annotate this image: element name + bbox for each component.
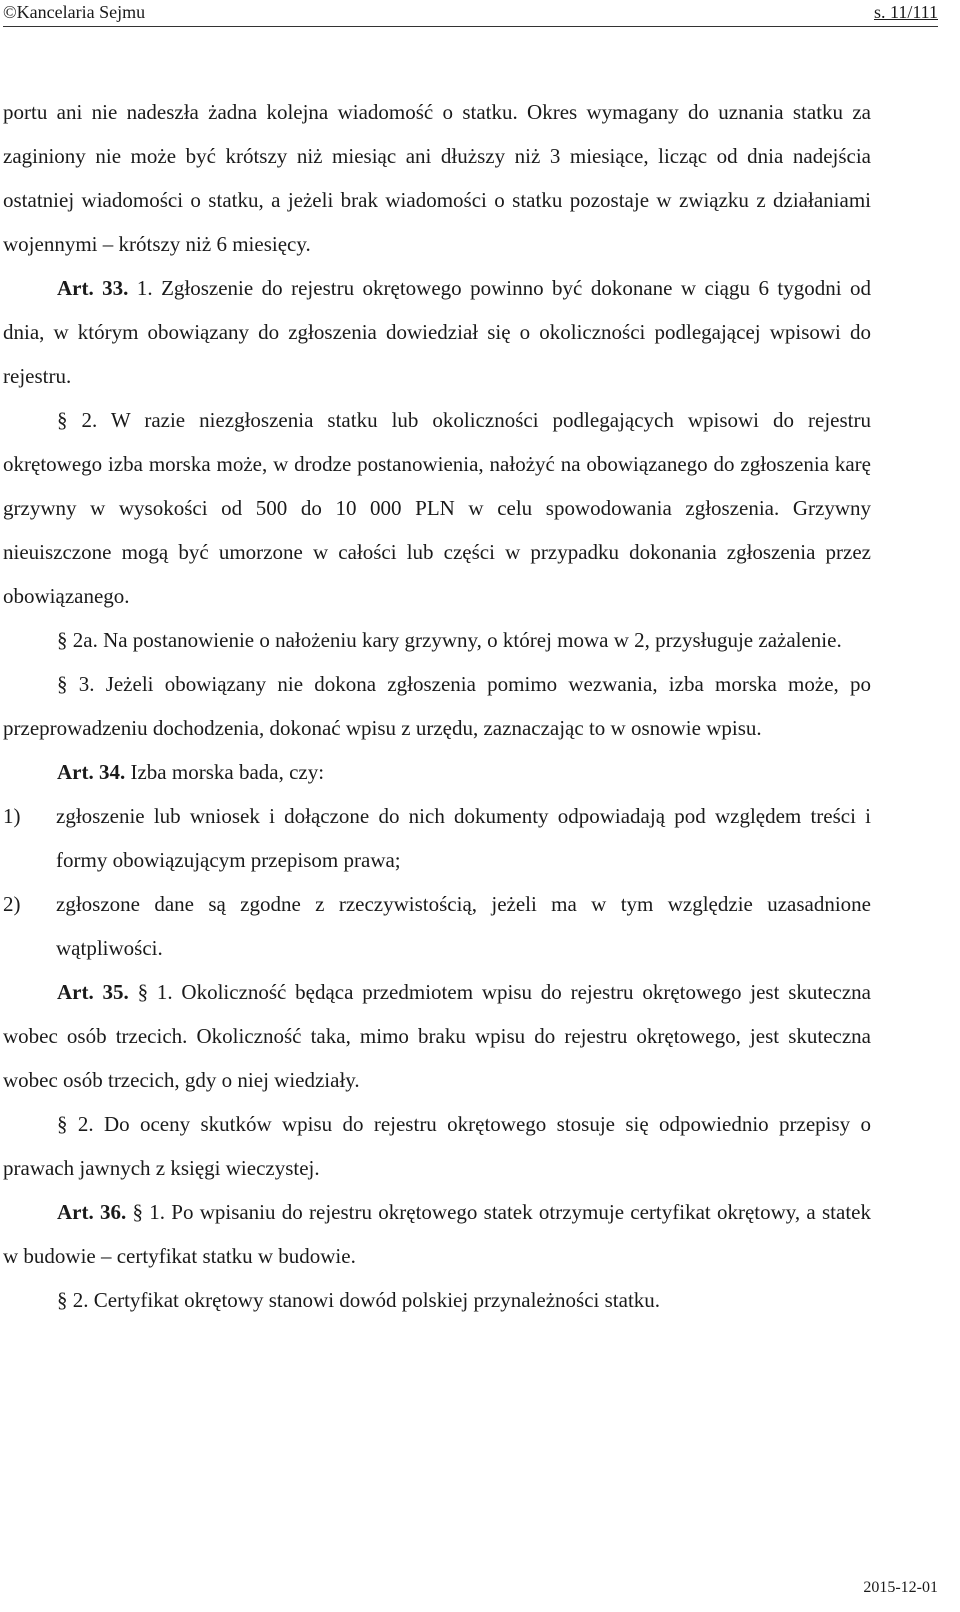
list-item xyxy=(3,882,871,970)
page-header xyxy=(3,0,938,27)
article-33-section-2a-text: 2a. Na postanowienie o nałożeniu kary grzywny, o której mowa w 2, przysługuje zażalenie. xyxy=(67,628,842,652)
section-symbol-icon: § xyxy=(57,672,68,696)
article-34-intro-text: Izba morska bada, czy: xyxy=(125,760,325,784)
article-33-section-2a xyxy=(3,618,871,662)
article-33-section-1 xyxy=(3,266,871,398)
section-symbol-icon: § xyxy=(57,1112,68,1136)
article-34-intro xyxy=(3,750,871,794)
list-item xyxy=(3,794,871,882)
document-body xyxy=(3,90,871,1322)
article-36-section-1-text: 1. Po wpisaniu do rejestru okrętowego statek otrzymuje certyfikat okrętowy, a statek w budowie – certyfikat statku w budowie. xyxy=(3,1200,871,1268)
article-35-section-1-text: 1. Okoliczność będąca przedmiotem wpisu do rejestru okrętowego jest skuteczna wobec osób trzecich. Okoliczność taka, mimo braku wpisu do rejestru okrętowego, jest skuteczna wobec osób trzecich, gdy o niej wiedziały. xyxy=(3,980,872,1092)
article-35-label: Art. 35. xyxy=(57,980,129,1004)
article-35-section-2 xyxy=(3,1102,871,1190)
article-33-section-3-text: 3. Jeżeli obowiązany nie dokona zgłoszenia pomimo wezwania, izba morska może, po przeprowadzeniu dochodzenia, dokonać wpisu z urzędu, zaznaczając to w osnowie wpisu. xyxy=(3,672,871,740)
section-symbol-icon: § xyxy=(57,1288,68,1312)
list-item-text: zgłoszone dane są zgodne z rzeczywistością, jeżeli ma w tym względzie uzasadnione wątpliwości. xyxy=(56,892,871,960)
article-34-label: Art. 34. xyxy=(57,760,126,784)
section-symbol-icon: § xyxy=(57,628,68,652)
article-33-section-2 xyxy=(3,398,871,618)
section-symbol-icon: § xyxy=(128,980,149,1004)
article-33-label: Art. 33. xyxy=(57,276,129,300)
page-number-link[interactable]: s. 11/111 xyxy=(873,2,938,22)
list-item-number: 1) xyxy=(3,804,21,828)
article-33-section-2-text: 2. W razie niezgłoszenia statku lub okoliczności podlegających wpisowi do rejestru okrętowego izba morska może, w drodze postanowienia, nałożyć na obowiązanego do zgłoszenia karę grzywny w wysokości od 500 do 10 000 PLN w celu spowodowania zgłoszenia. Grzywny nieuiszczone mogą być umorzone w całości lub części w przypadku dokonania zgłoszenia przez obowiązanego. xyxy=(3,408,871,608)
article-36-section-1 xyxy=(3,1190,871,1278)
article-36-section-2-text: 2. Certyfikat okrętowy stanowi dowód polskiej przynależności statku. xyxy=(67,1288,661,1312)
section-symbol-icon: § xyxy=(57,408,68,432)
article-33-section-1-text: 1. Zgłoszenie do rejestru okrętowego powinno być dokonane w ciągu 6 tygodni od dnia, w którym obowiązany do zgłoszenia dowiedział się o okoliczności podlegającej wpisowi do rejestru. xyxy=(3,276,871,388)
footer-date: 2015-12-01 xyxy=(863,1579,938,1596)
article-33-section-3 xyxy=(3,662,871,750)
header-source: ©Kancelaria Sejmu xyxy=(3,2,146,22)
list-item-number: 2) xyxy=(3,892,21,916)
article-35-section-2-text: 2. Do oceny skutków wpisu do rejestru okrętowego stosuje się odpowiednio przepisy o prawach jawnych z księgi wieczystej. xyxy=(3,1112,871,1180)
page-number[interactable] xyxy=(874,0,938,24)
list-item-text: zgłoszenie lub wniosek i dołączone do nich dokumenty odpowiadają pod względem treści i formy obowiązującym przepisom prawa; xyxy=(56,804,871,872)
section-symbol-icon: § xyxy=(126,1200,143,1224)
article-35-section-1 xyxy=(3,970,871,1102)
article-36-section-2 xyxy=(3,1278,871,1322)
paragraph-continued: portu ani nie nadeszła żadna kolejna wiadomość o statku. Okres wymagany do uznania statku za zaginiony nie może być krótszy niż miesiąc ani dłuższy niż 3 miesiące, licząc od dnia nadejścia ostatniej wiadomości o statku, a jeżeli brak wiadomości o statku pozostaje w związku z działaniami wojennymi – krótszy niż 6 miesięcy. xyxy=(3,100,871,256)
article-36-label: Art. 36. xyxy=(57,1200,127,1224)
